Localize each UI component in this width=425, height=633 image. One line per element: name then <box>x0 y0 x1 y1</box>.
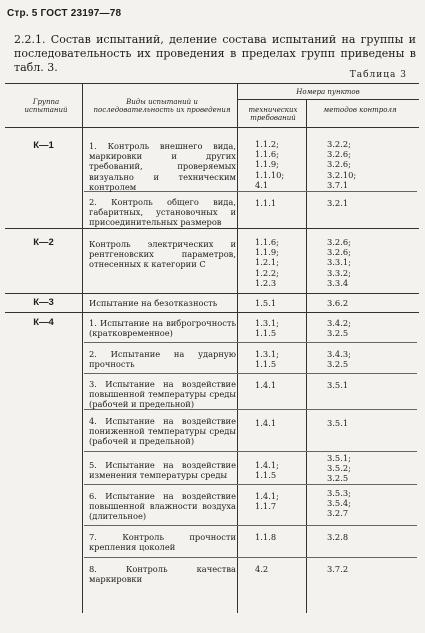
table-caption: Таблица 3 <box>349 70 407 80</box>
group-label: К—2 <box>33 237 54 248</box>
row-separator <box>84 525 417 526</box>
tech-requirement-refs: 1.3.1; 1.1.5 <box>255 318 279 339</box>
test-description: 7. Контроль прочности крепления цоколей <box>89 532 236 553</box>
tech-requirement-refs: 4.2 <box>255 564 269 574</box>
control-method-refs: 3.4.3; 3.2.5 <box>327 349 351 370</box>
tech-requirement-refs: 1.4.1; 1.1.7 <box>255 491 279 512</box>
control-method-refs: 3.2.8 <box>327 532 349 542</box>
row-separator <box>84 557 417 558</box>
col-divider-3 <box>306 99 307 613</box>
control-method-refs: 3.5.1 <box>327 380 349 390</box>
tech-requirement-refs: 1.4.1 <box>255 380 277 390</box>
control-method-refs: 3.5.1; 3.5.2; 3.2.5 <box>327 453 351 484</box>
tech-requirement-refs: 1.1.1 <box>255 198 277 208</box>
control-method-refs: 3.2.6; 3.2.6; 3.3.1; 3.3.2; 3.3.4 <box>327 237 351 288</box>
control-method-refs: 3.5.3; 3.5.4; 3.2.7 <box>327 488 351 519</box>
tech-requirement-refs: 1.4.1; 1.1.5 <box>255 460 279 481</box>
row-separator <box>84 373 417 374</box>
control-method-refs: 3.6.2 <box>327 298 349 308</box>
col-header-tech: технических требований <box>248 106 298 122</box>
test-description: 5. Испытание на воздействие изменения температуры среды <box>89 460 236 481</box>
group-rule <box>5 293 419 294</box>
tech-requirement-refs: 1.5.1 <box>255 298 277 308</box>
test-description: Контроль электрических и рентгеновских параметров, отнесенных к категории С <box>89 239 236 270</box>
header-bottom-rule <box>5 127 419 128</box>
tech-requirement-refs: 1.1.6; 1.1.9; 1.2.1; 1.2.2; 1.2.3 <box>255 237 279 288</box>
test-description: 3. Испытание на воздействие повышенной температуры среды (рабочей и предельной) <box>89 379 236 410</box>
test-description: 8. Контроль качества маркировки <box>89 564 236 585</box>
group-label: К—4 <box>33 317 54 328</box>
col-header-kinds: Виды испытаний и последовательность их проведения <box>93 98 231 114</box>
col-divider-2 <box>237 83 238 613</box>
test-description: 2. Контроль общего вида, габаритных, установочных и присоединительных размеров <box>89 197 236 228</box>
group-label: К—1 <box>33 140 54 151</box>
test-description: Испытание на безотказность <box>89 298 218 308</box>
group-rule <box>5 228 419 229</box>
test-description: 1. Испытание на виброгрочность (кратковременное) <box>89 318 236 339</box>
col-divider-1 <box>82 83 83 613</box>
control-method-refs: 3.2.1 <box>327 198 349 208</box>
table-top-rule <box>5 83 419 84</box>
tech-requirement-refs: 1.1.8 <box>255 532 277 542</box>
test-description: 6. Испытание на воздействие повышенной влажности воздуха (длительное) <box>89 491 236 522</box>
row-separator <box>84 451 417 452</box>
row-separator <box>84 342 417 343</box>
group-rule <box>5 312 419 313</box>
tech-requirement-refs: 1.4.1 <box>255 418 277 428</box>
test-description: 1. Контроль внешнего вида, маркировки и других требований, проверяемых визуально и техническим контролем <box>89 141 236 192</box>
test-description: 2. Испытание на ударную прочность <box>89 349 236 370</box>
row-separator <box>84 484 417 485</box>
control-method-refs: 3.4.2; 3.2.5 <box>327 318 351 339</box>
col-header-methods: методов контроля <box>323 106 397 114</box>
control-method-refs: 3.2.2; 3.2.6; 3.2.6; 3.2.10; 3.7.1 <box>327 139 357 190</box>
page-header: Стр. 5 ГОСТ 23197—78 <box>7 8 122 19</box>
intro-paragraph: 2.2.1. Состав испытаний, деление состава испытаний на группы и последовательность их проведения в пределах групп приведены в табл. 3. <box>14 33 416 74</box>
col-header-group: Группа испытаний <box>24 98 68 114</box>
control-method-refs: 3.5.1 <box>327 418 349 428</box>
control-method-refs: 3.7.2 <box>327 564 349 574</box>
subheader-rule <box>237 99 419 100</box>
tech-requirement-refs: 1.1.2; 1.1.6; 1.1.9; 1.1.10; 4.1 <box>255 139 285 190</box>
group-label: К—3 <box>33 297 54 308</box>
test-description: 4. Испытание на воздействие пониженной температуры среды (рабочей и предельной) <box>89 416 236 447</box>
tech-requirement-refs: 1.3.1; 1.1.5 <box>255 349 279 370</box>
col-header-numbers: Номера пунктов <box>296 88 360 96</box>
